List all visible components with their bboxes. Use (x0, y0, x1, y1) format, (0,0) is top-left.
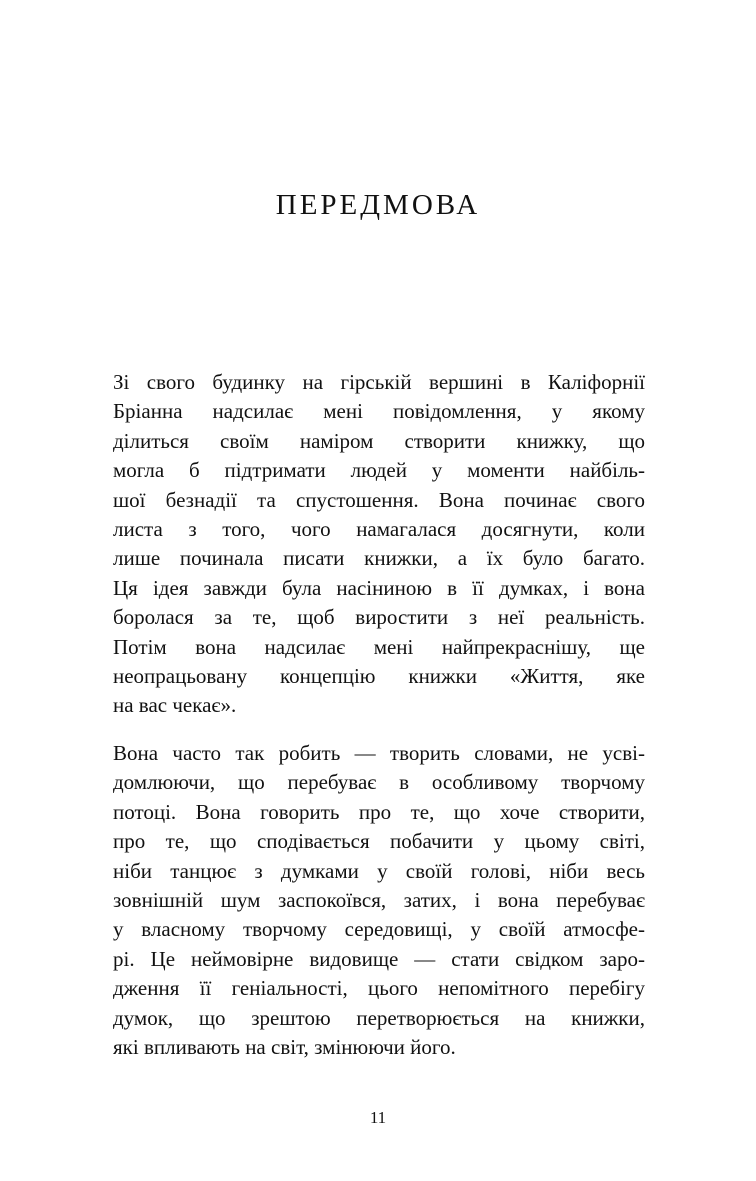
page-number: 11 (369, 1108, 387, 1127)
text-line: про те, що сподівається побачити у цьому світі, (113, 829, 645, 854)
text-line: які впливають на світ, змінюючи його. (113, 1034, 456, 1059)
text-line: неопрацьовану концепцію книжки «Життя, яке (113, 664, 645, 689)
text-line: ніби танцює з думками у своїй голові, ніби весь (113, 858, 645, 883)
text-line: ділиться своїм наміром створити книжку, що (113, 428, 645, 453)
text-line: Бріанна надсилає мені повідомлення, у якому (113, 399, 645, 424)
text-line: лише починала писати книжки, а їх було багато. (113, 546, 645, 571)
text-line: зовнішній шум заспокоївся, затих, і вона перебуває (113, 887, 645, 912)
paragraph (113, 368, 645, 721)
text-line: дження її геніальності, цього непомітного перебігу (113, 976, 645, 1001)
text-line: Потім вона надсилає мені найпрекраснішу, ще (113, 634, 645, 659)
text-line: Вона часто так робить — творить словами, не усві- (113, 740, 645, 765)
text-line: могла б підтримати людей у моменти найбіль- (113, 458, 645, 483)
text-line: рі. Це неймовірне видовище — стати свідком заро- (113, 946, 645, 971)
text-line: домлюючи, що перебуває в особливому творчому (113, 770, 645, 795)
text-line: думок, що зрештою перетворюється на книжки, (113, 1005, 645, 1030)
chapter-title: ПЕРЕДМОВА (275, 189, 481, 221)
text-line: листа з того, чого намагалася досягнути, коли (113, 517, 645, 542)
text-line: у власному творчому середовищі, у своїй атмосфе- (113, 917, 645, 942)
text-line: шої безнадії та спустошення. Вона починає свого (113, 487, 645, 512)
text-line: боролася за те, щоб виростити з неї реальність. (113, 605, 645, 630)
body-text (113, 368, 645, 1080)
paragraph (113, 739, 645, 1062)
text-line: Ця ідея завжди була насіниною в її думках, і вона (113, 575, 645, 600)
text-line: на вас чекає». (113, 693, 237, 718)
text-line: Зі свого будинку на гірській вершині в Каліфорнії (113, 370, 645, 394)
text-line: потоці. Вона говорить про те, що хоче створити, (113, 799, 645, 824)
